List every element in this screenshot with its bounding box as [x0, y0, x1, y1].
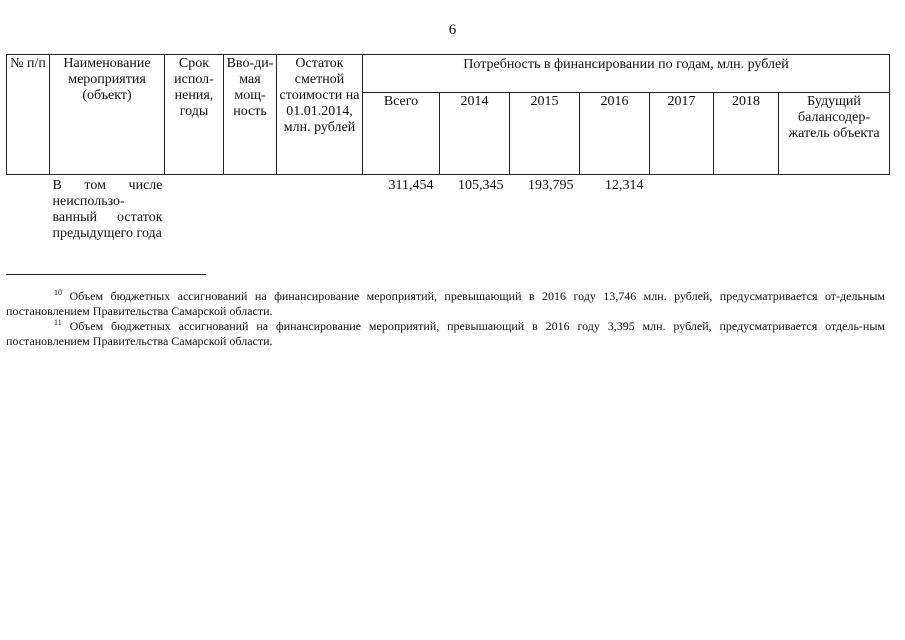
table-header-row: [7, 55, 890, 93]
footnote: [6, 319, 885, 349]
header-financing-group: Потребность в финансировании по годам, млн. рублей: [363, 55, 890, 93]
header-balance: Остаток сметной стоимости на 01.01.2014, млн. рублей: [277, 55, 363, 175]
cell-2017: [650, 175, 714, 246]
cell-name: В том числе неиспользо-ванный остаток предыдущего года: [50, 175, 165, 246]
header-holder: Будущий балансодер-жатель объекта: [779, 93, 890, 175]
cell-2016: 12,314: [580, 175, 650, 246]
header-capacity: Вво-ди-мая мощ-ность: [224, 55, 277, 175]
table-row: [7, 175, 890, 246]
header-year-2015: 2015: [510, 93, 580, 175]
footnotes: [6, 289, 885, 349]
cell-balance: [277, 175, 363, 246]
footnote: [6, 289, 885, 319]
header-term: Срок испол-нения, годы: [165, 55, 224, 175]
cell-total: 311,454: [363, 175, 440, 246]
header-year-2017: 2017: [650, 93, 714, 175]
header-year-2014: 2014: [440, 93, 510, 175]
footnote-text: Объем бюджетных ассигнований на финансирование мероприятий, превышающий в 2016 году 3,395 млн. рублей, предусматривается отдель-ным постановлением Правительства Самарской области.: [6, 319, 885, 348]
footnote-separator: [6, 274, 206, 275]
cell-2015: 193,795: [510, 175, 580, 246]
header-year-2018: 2018: [714, 93, 779, 175]
header-total: Всего: [363, 93, 440, 175]
cell-term: [165, 175, 224, 246]
footnote-mark: 10: [54, 288, 62, 297]
cell-num: [7, 175, 50, 246]
header-name: Наименование мероприятия (объект): [50, 55, 165, 175]
cell-2014: 105,345: [440, 175, 510, 246]
page-number: 6: [448, 22, 457, 38]
header-year-2016: 2016: [580, 93, 650, 175]
cell-holder: [779, 175, 890, 246]
footnote-mark: 11: [54, 318, 62, 327]
financing-table: [6, 54, 890, 245]
header-num: № п/п: [7, 55, 50, 175]
footnote-text: Объем бюджетных ассигнований на финансирование мероприятий, превышающий в 2016 году 13,746 млн. рублей, предусматривается от-дельным постановлением Правительства Самарской области.: [6, 289, 886, 318]
cell-2018: [714, 175, 779, 246]
cell-capacity: [224, 175, 277, 246]
